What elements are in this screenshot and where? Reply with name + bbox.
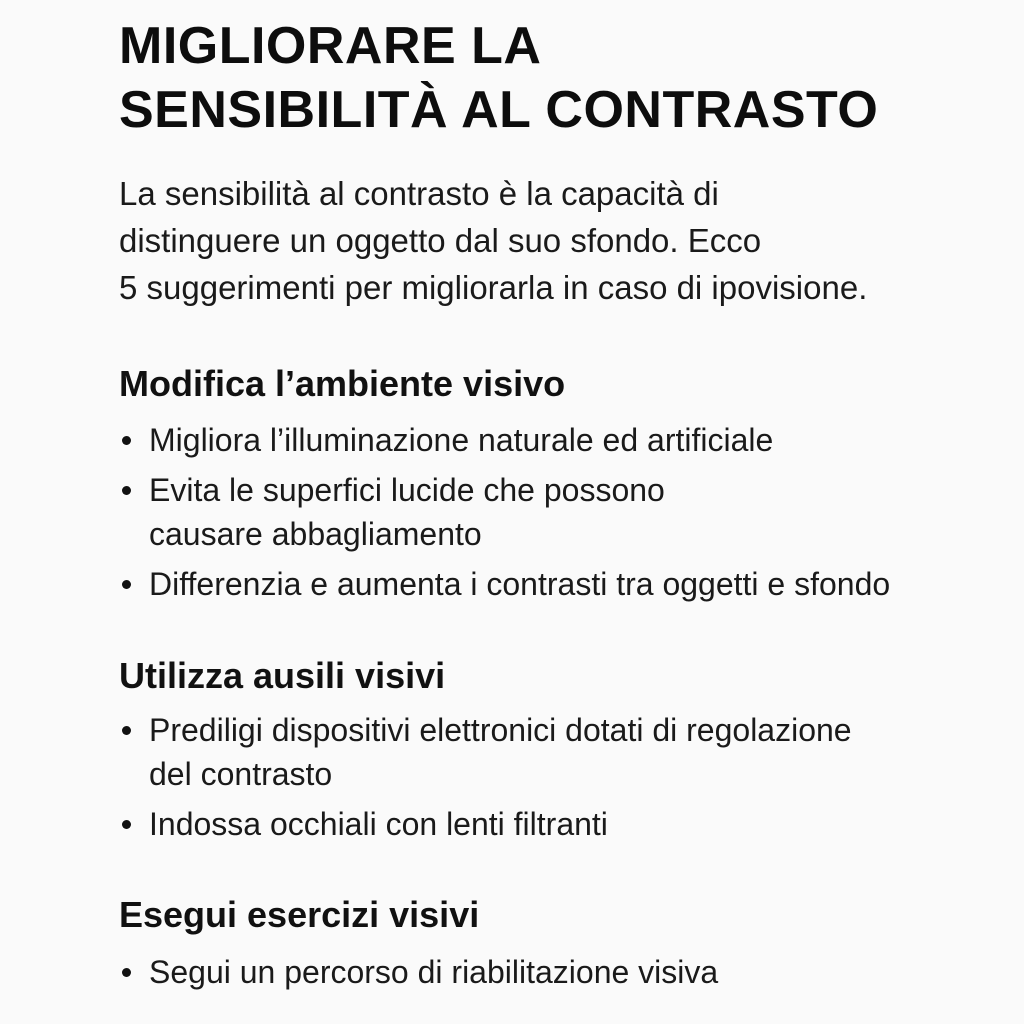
list-item [119, 708, 852, 796]
bullet-dot-icon [122, 820, 131, 829]
intro-line-2: distinguere un oggetto dal suo sfondo. Ecco [119, 222, 762, 259]
bullet-line: Evita le superfici lucide che possono [149, 472, 665, 508]
bullet-line: Segui un percorso di riabilitazione visiva [149, 954, 719, 990]
bullet-line: del contrasto [149, 756, 333, 792]
bullet-dot-icon [122, 436, 131, 445]
bullet-dot-icon [122, 486, 131, 495]
bullet-line: Prediligi dispositivi elettronici dotati di regolazione [149, 712, 852, 748]
section-heading-ambiente: Modifica l’ambiente visivo [119, 363, 566, 404]
bullet-line: Indossa occhiali con lenti filtranti [149, 806, 608, 842]
bullet-line: Migliora l’illuminazione naturale ed artificiale [149, 422, 774, 458]
page-title [119, 14, 878, 142]
intro-line-1: La sensibilità al contrasto è la capacità di [119, 175, 719, 212]
bullet-list-esercizi [119, 950, 718, 1000]
list-item [119, 802, 852, 846]
bullet-line: Differenzia e aumenta i contrasti tra oggetti e sfondo [149, 566, 891, 602]
bullet-dot-icon [122, 968, 131, 977]
bullet-list-ausili [119, 708, 852, 852]
intro-paragraph [119, 170, 867, 311]
intro-line-3: 5 suggerimenti per migliorarla in caso di ipovisione. [119, 269, 868, 306]
bullet-line: causare abbagliamento [149, 516, 482, 552]
bullet-dot-icon [122, 726, 131, 735]
title-line-1: MIGLIORARE LA [119, 17, 542, 75]
section-heading-esercizi: Esegui esercizi visivi [119, 894, 480, 935]
title-line-2: SENSIBILITÀ AL CONTRASTO [119, 81, 879, 139]
section-heading-ausili: Utilizza ausili visivi [119, 655, 446, 696]
list-item [119, 950, 718, 994]
list-item [119, 468, 890, 556]
list-item [119, 418, 890, 462]
list-item [119, 562, 890, 606]
bullet-dot-icon [122, 580, 131, 589]
bullet-list-ambiente [119, 418, 890, 612]
